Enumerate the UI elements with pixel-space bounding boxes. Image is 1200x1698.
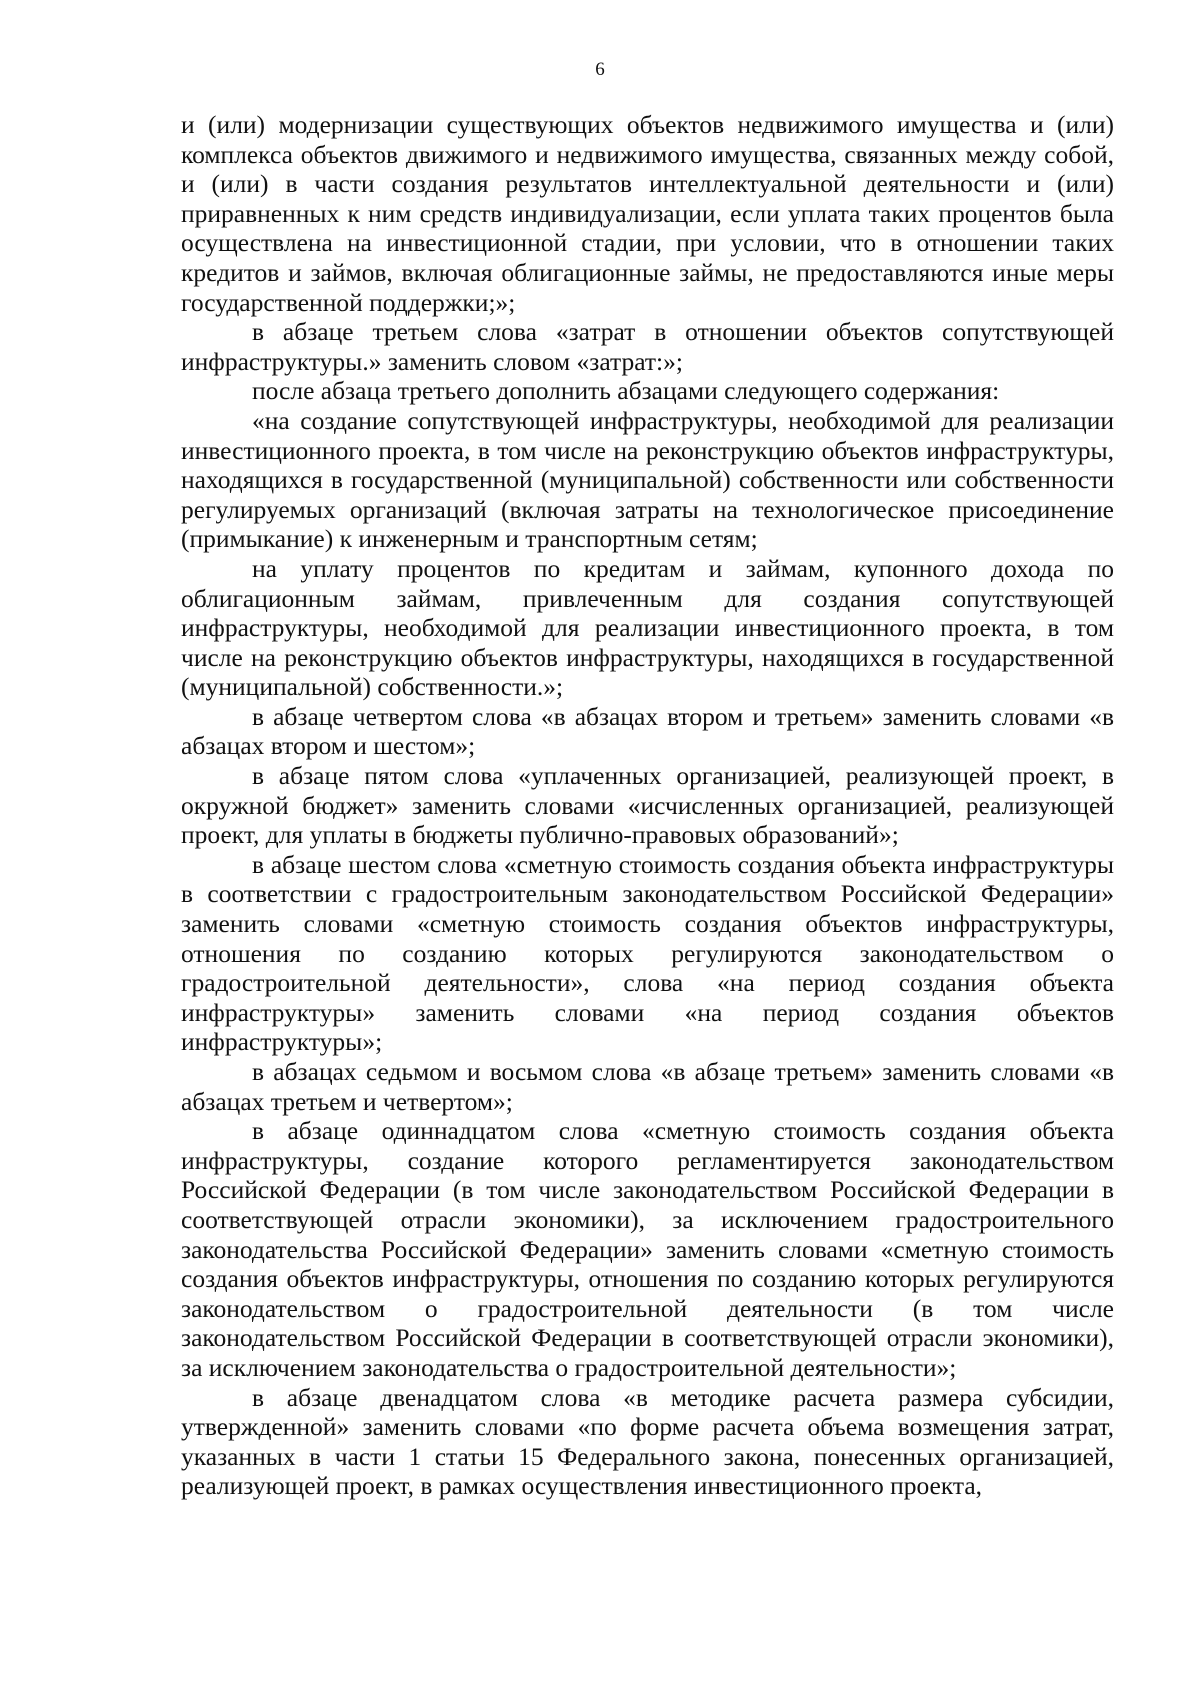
paragraph-amendment-sixth: в абзаце шестом слова «сметную стоимость создания объекта инфраструктуры в соответствии с градостроительным законодательством Российской Федерации» заменить словами «сметную стоимость создания объектов инфраструктуры, отношения по созданию которых регулируются законодательством о градостроительной деятельности», слова «на период создания объекта инфраструктуры» заменить словами «на период создания объектов инфраструктуры»; (181, 849, 1114, 1057)
document-body (181, 110, 1114, 1501)
paragraph-amendment-twelfth: в абзаце двенадцатом слова «в методике расчета размера субсидии, утвержденной» заменить словами «по форме расчета объема возмещения затрат, указанных в части 1 статьи 15 Федерального закона, понесенных организацией, реализующей проект, в рамках осуществления инвестиционного проекта, (181, 1382, 1114, 1501)
paragraph-amendment-seventh-eighth: в абзацах седьмом и восьмом слова «в абзаце третьем» заменить словами «в абзацах третьем и четвертом»; (181, 1057, 1114, 1116)
paragraph-continuation: и (или) модернизации существующих объектов недвижимого имущества и (или) комплекса объектов движимого и недвижимого имущества, связанных между собой, и (или) в части создания результатов интеллектуальной деятельности и (или) приравненных к ним средств индивидуализации, если уплата таких процентов была осуществлена на инвестиционной стадии, при условии, что в отношении таких кредитов и займов, включая облигационные займы, не предоставляются иные меры государственной поддержки;»; (181, 110, 1114, 317)
paragraph-amendment-fifth: в абзаце пятом слова «уплаченных организацией, реализующей проект, в окружной бюджет» заменить словами «исчисленных организацией, реализующей проект, для уплаты в бюджеты публично-правовых образований»; (181, 761, 1114, 850)
paragraph-amendment-third: в абзаце третьем слова «затрат в отношении объектов сопутствующей инфраструктуры.» заменить словом «затрат:»; (181, 317, 1114, 376)
paragraph-interest-payment: на уплату процентов по кредитам и займам, купонного дохода по облигационным займам, привлеченным для создания сопутствующей инфраструктуры, необходимой для реализации инвестиционного проекта, в том числе на реконструкцию объектов инфраструктуры, находящихся в государственной (муниципальной) собственности.»; (181, 553, 1114, 702)
page-number: 6 (595, 59, 605, 80)
paragraph-add-after-third: после абзаца третьего дополнить абзацами следующего содержания: (252, 376, 1000, 406)
paragraph-amendment-eleventh: в абзаце одиннадцатом слова «сметную стоимость создания объекта инфраструктуры, создание которого регламентируется законодательством Российской Федерации (в том числе законодательством Российской Федерации в соответствующей отрасли экономики), за исключением градостроительного законодательства Российской Федерации» заменить словами «сметную стоимость создания объектов инфраструктуры, отношения по созданию которых регулируются законодательством о градостроительной деятельности (в том числе законодательством Российской Федерации в соответствующей отрасли экономики), за исключением законодательства о градостроительной деятельности»; (181, 1116, 1114, 1382)
paragraph-infrastructure-creation: «на создание сопутствующей инфраструктуры, необходимой для реализации инвестиционного проекта, в том числе на реконструкцию объектов инфраструктуры, находящихся в государственной (муниципальной) собственности или собственности регулируемых организаций (включая затраты на технологическое присоединение (примыкание) к инженерным и транспортным сетям; (181, 405, 1114, 554)
paragraph-amendment-fourth: в абзаце четвертом слова «в абзацах втором и третьем» заменить словами «в абзацах втором и шестом»; (181, 701, 1114, 761)
